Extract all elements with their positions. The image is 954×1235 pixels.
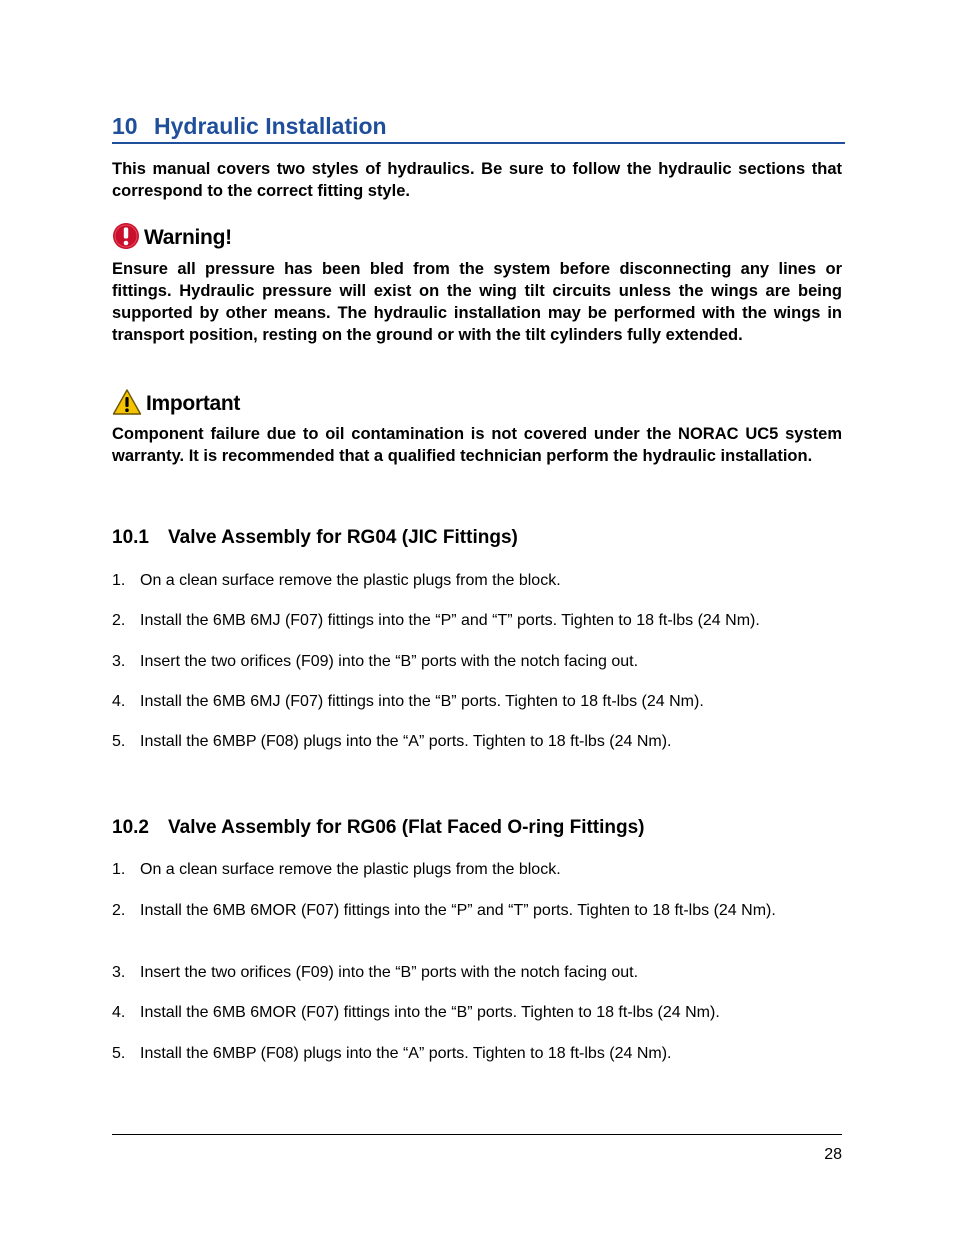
list-item: 1. On a clean surface remove the plastic plugs from the block.	[112, 572, 561, 589]
warning-text: Ensure all pressure has been bled from the system before disconnecting any lines or fittings. Hydraulic pressure will exist on the wing tilt circuits unless the wings are being supported by other means. The hydraulic installation may be performed with the wings in transport position, resting on the ground or with the tilt cylinders fully extended.	[112, 260, 842, 344]
subsection-number: 10.2	[112, 817, 149, 838]
important-text: Component failure due to oil contamination is not covered under the NORAC UC5 system warranty. It is recommended that a qualified technician perform the hydraulic installation.	[112, 425, 842, 465]
warning-label: Warning!	[144, 226, 232, 249]
list-item: 3. Insert the two orifices (F09) into the “B” ports with the notch facing out.	[112, 964, 639, 981]
intro-paragraph: This manual covers two styles of hydraulics. Be sure to follow the hydraulic sections that correspond to the correct fitting style.	[112, 160, 842, 200]
important-label: Important	[146, 392, 241, 415]
page-number: 28	[824, 1146, 842, 1163]
list-item: 3. Insert the two orifices (F09) into the “B” ports with the notch facing out.	[112, 653, 639, 670]
section-number: 10	[112, 113, 138, 139]
list-item: 2. Install the 6MB 6MOR (F07) fittings into the “P” and “T” ports. Tighten to 18 ft-lbs (24 Nm).	[112, 902, 776, 919]
list-item: 2. Install the 6MB 6MJ (F07) fittings into the “P” and “T” ports. Tighten to 18 ft-lbs (24 Nm).	[112, 612, 760, 629]
list-item: 4. Install the 6MB 6MOR (F07) fittings into the “B” ports. Tighten to 18 ft-lbs (24 Nm).	[112, 1004, 720, 1021]
subsection-number: 10.1	[112, 527, 149, 548]
footer-divider	[112, 1134, 842, 1135]
list-item: 1. On a clean surface remove the plastic plugs from the block.	[112, 861, 561, 878]
list-item: 4. Install the 6MB 6MJ (F07) fittings into the “B” ports. Tighten to 18 ft-lbs (24 Nm).	[112, 693, 704, 710]
subsection-title: Valve Assembly for RG06 (Flat Faced O-ring Fittings)	[168, 817, 645, 838]
warning-triangle-icon	[112, 388, 142, 420]
subsection-heading	[112, 526, 518, 550]
exclamation-circle-icon	[112, 222, 140, 254]
important-heading	[112, 388, 240, 420]
section-title: Hydraulic Installation	[154, 113, 387, 139]
warning-heading	[112, 222, 232, 254]
subsection-title: Valve Assembly for RG04 (JIC Fittings)	[168, 527, 518, 548]
subsection-heading	[112, 816, 645, 840]
section-heading	[112, 112, 845, 144]
list-item: 5. Install the 6MBP (F08) plugs into the “A” ports. Tighten to 18 ft-lbs (24 Nm).	[112, 1045, 672, 1062]
list-item: 5. Install the 6MBP (F08) plugs into the “A” ports. Tighten to 18 ft-lbs (24 Nm).	[112, 733, 672, 750]
